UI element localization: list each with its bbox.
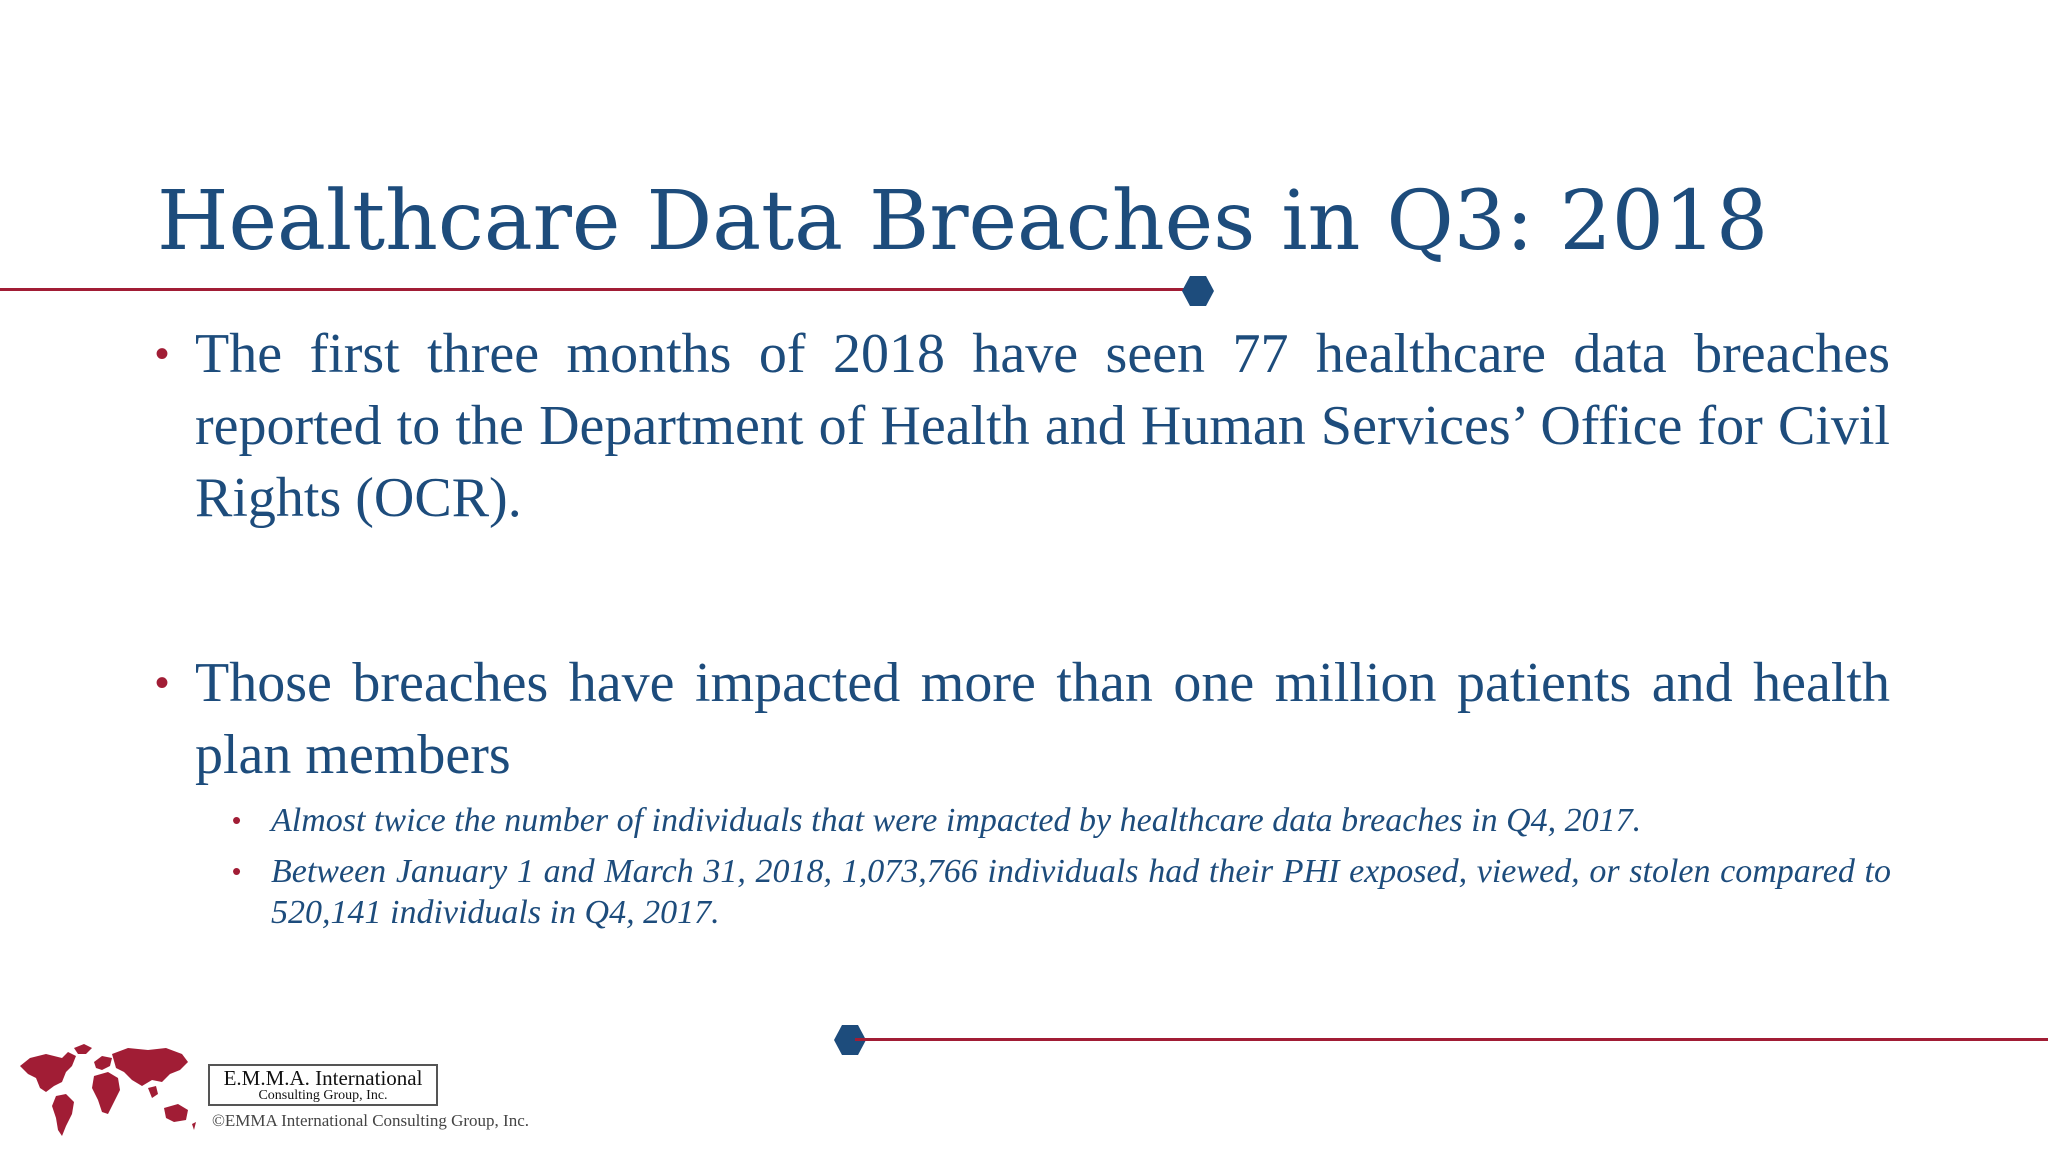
copyright-notice: ©EMMA International Consulting Group, Inc. [212, 1111, 529, 1130]
sub-bullet-marker: • [232, 805, 242, 835]
sub-bullet-text: Almost twice the number of individuals that were impacted by healthcare data breaches in Q4, 2017. [271, 802, 1642, 839]
title-divider-line [0, 288, 1190, 291]
bullet-text: Those breaches have impacted more than one million patients and health plan members [195, 652, 1890, 786]
company-subname: Consulting Group, Inc. [258, 1088, 388, 1103]
company-name: E.M.M.A. International [223, 1066, 423, 1090]
slide-title: Healthcare Data Breaches in Q3: 2018 [157, 174, 1769, 269]
sub-bullet-marker: • [232, 856, 242, 886]
bullet-marker: • [155, 332, 170, 376]
footer-divider-line [855, 1038, 2048, 1041]
sub-bullet-text: Between January 1 and March 31, 2018, 1,073,766 individuals had their PHI exposed, viewed, or stolen compared to 520,141 individuals in Q4, 2017. [271, 853, 1891, 931]
world-map-icon [16, 1040, 196, 1140]
bullet-marker: • [155, 661, 170, 705]
company-logo-box [208, 1064, 438, 1106]
bullet-text: The first three months of 2018 have seen 77 healthcare data breaches reported to the Department of Health and Human Services’ Office for Civil Rights (OCR). [195, 323, 1890, 529]
